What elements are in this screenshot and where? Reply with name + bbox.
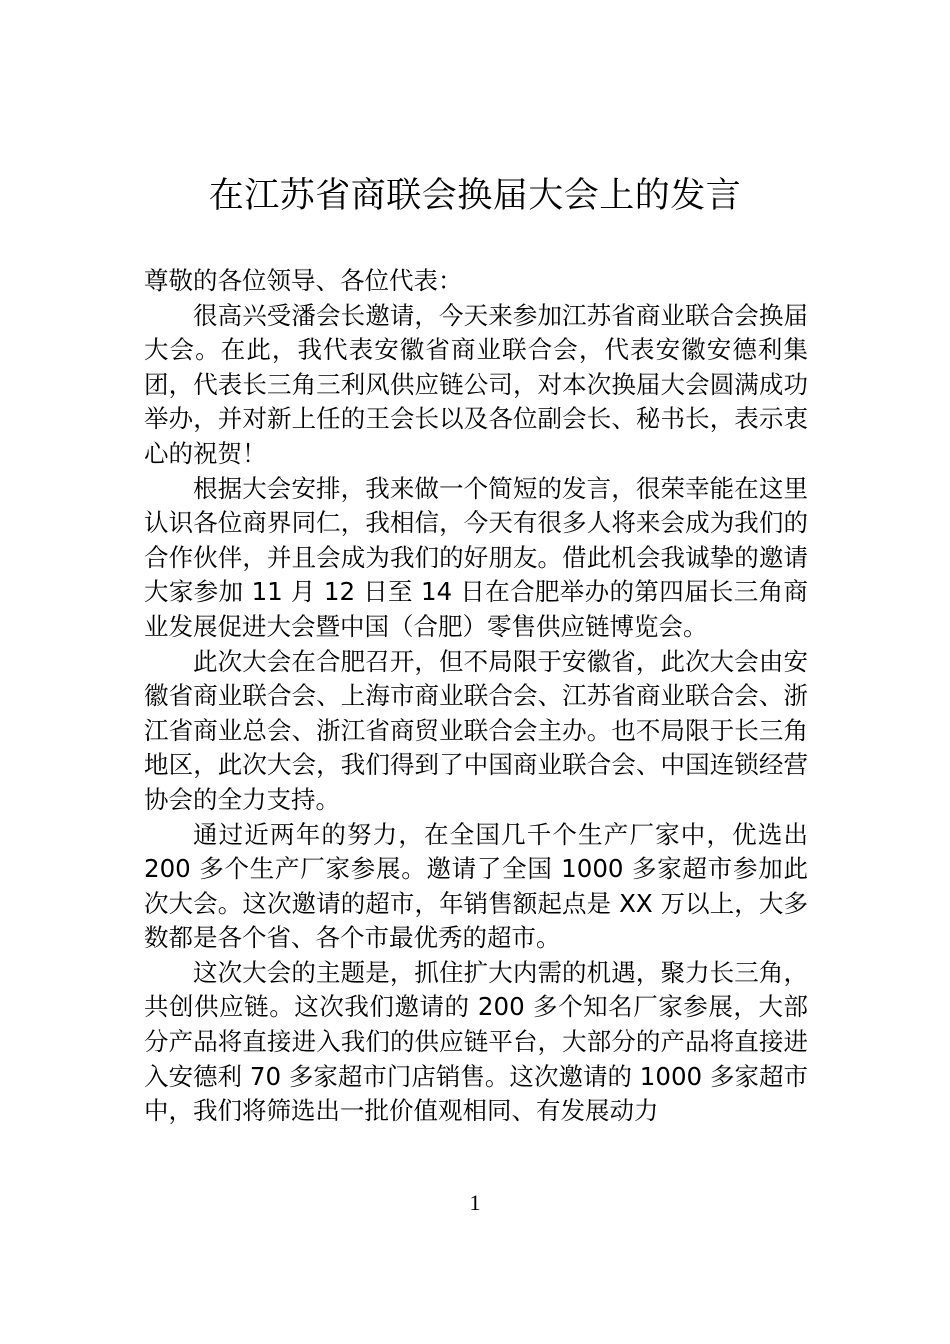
document-title: 在江苏省商联会换届大会上的发言 <box>208 176 742 216</box>
paragraph: 这次大会的主题是，抓住扩大内需的机遇，聚力长三角，共创供应链。这次我们邀请的 200 多个知名厂家参展，大部分产品将直接进入我们的供应链平台，大部分的产品将直接进入安德利 70 多家超市门店销售。这次邀请的 1000 多家超市中，我们将筛选出一批价值观相同、有发展动力 <box>144 957 808 1126</box>
salutation: 尊敬的各位领导、各位代表： <box>144 266 463 295</box>
page-number: 1 <box>469 1190 481 1215</box>
document-body <box>144 264 808 1129</box>
paragraph: 此次大会在合肥召开，但不局限于安徽省，此次大会由安徽省商业联合会、上海市商业联合会、江苏省商业联合会、浙江省商业总会、浙江省商贸业联合会主办。也不局限于长三角地区，此次大会，我们得到了中国商业联合会、中国连锁经营协会的全力支持。 <box>144 646 808 814</box>
paragraph: 根据大会安排，我来做一个简短的发言，很荣幸能在这里认识各位商界同仁，我相信，今天有很多人将来会成为我们的合作伙伴，并且会成为我们的好朋友。借此机会我诚挚的邀请大家参加 11 月 12 日至 14 日在合肥举办的第四届长三角商业发展促进大会暨中国（合肥）零售供应链博览会。 <box>144 473 808 641</box>
paragraph: 很高兴受潘会长邀请，今天来参加江苏省商业联合会换届大会。在此，我代表安徽省商业联合会，代表安徽安德利集团，代表长三角三利风供应链公司，对本次换届大会圆满成功举办，并对新上任的王会长以及各位副会长、秘书长，表示衷心的祝贺！ <box>144 300 808 468</box>
paragraph: 通过近两年的努力，在全国几千个生产厂家中，优选出 200 多个生产厂家参展。邀请了全国 1000 多家超市参加此次大会。这次邀请的超市，年销售额起点是 XX 万以上，大多数都是各个省、各个市最优秀的超市。 <box>144 819 808 953</box>
